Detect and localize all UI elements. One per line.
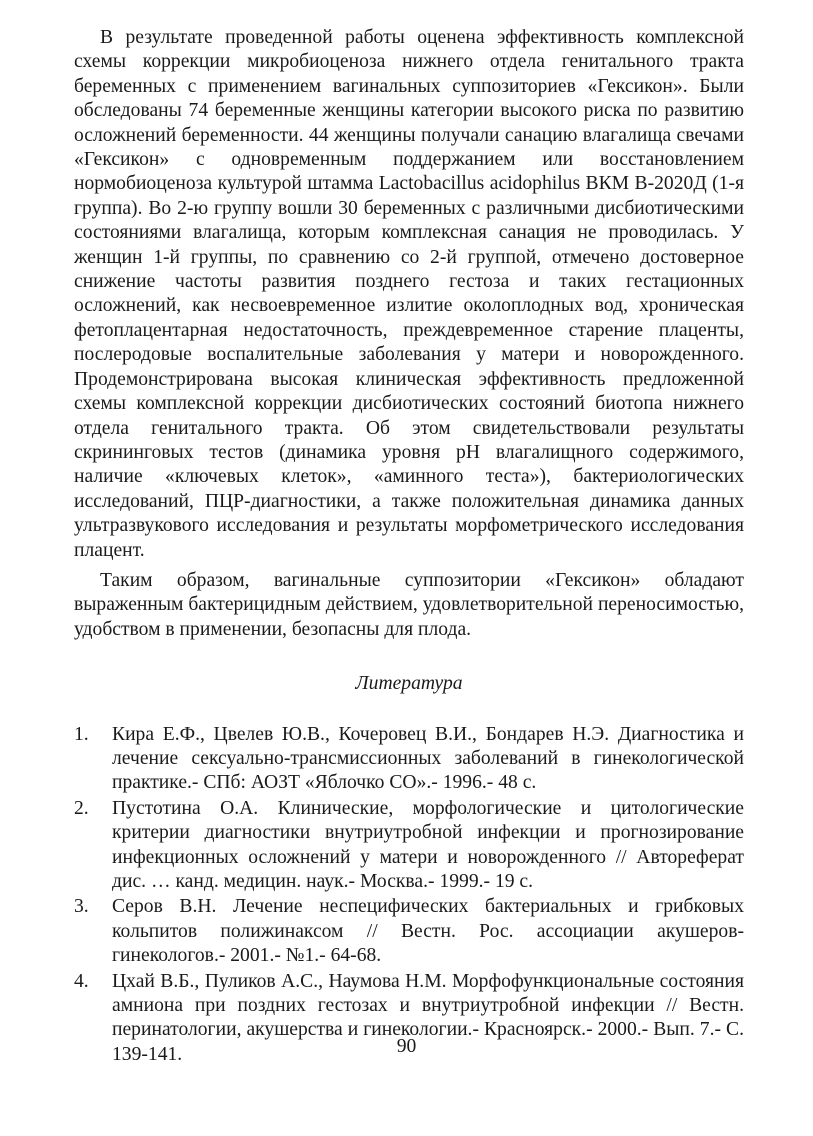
page (74, 26, 744, 1068)
reference-item (74, 723, 744, 796)
page-number: 90 (396, 1036, 417, 1057)
reference-text: Пустотина О.А. Клинические, морфологические и цитологические критерии диагностики внутриутробной инфекции и прогнозирование инфекционных осложнений у матери и новорожденного // Автореферат дис. … канд. медицин. наук.- Москва.- 1999.- 19 с. (112, 797, 744, 892)
reference-number: 3. (74, 896, 89, 918)
reference-item (74, 895, 744, 968)
reference-item (74, 797, 744, 895)
reference-number: 1. (74, 723, 89, 745)
reference-text: Кира Е.Ф., Цвелев Ю.В., Кочеровец В.И., Бондарев Н.Э. Диагностика и лечение сексуально-трансмиссионных заболеваний в гинекологической практике.- СПб: АОЗТ «Яблочко СО».- 1996.- 48 с. (112, 723, 744, 794)
reference-number: 4. (74, 970, 89, 992)
paragraph-conclusion: Таким образом, вагинальные суппозитории «Гексикон» обладают выраженным бактерицидным действием, удовлетворительной переносимостью, удобством в применении, безопасны для плода. (74, 569, 744, 640)
reference-text: Цхай В.Б., Пуликов А.С., Наумова Н.М. Морфофункциональные состояния амниона при поздних гестозах и внутриутробной инфекции // Вестн. перинатологии, акушерства и гинекологии.- Красноярск.- 2000.- Вып. 7.- С. 139-141. (112, 970, 744, 1065)
reference-text: Серов В.Н. Лечение неспецифических бактериальных и грибковых кольпитов полижинаксом // Вестн. Рос. ассоциации акушеров-гинекологов.- 2001.- №1.- 64-68. (112, 896, 744, 967)
body-text (74, 26, 744, 642)
references-heading: Литература (355, 673, 463, 695)
paragraph-results: В результате проведенной работы оценена эффективность комплексной схемы коррекции микробиоценоза нижнего отдела генитального тракта беременных с применением вагинальных суппозиториев «Гексикон». Были обследованы 74 беременные женщины категории высокого риска по развитию осложнений беременности. 44 женщины получали санацию влагалища свечами «Гексикон» с одновременным поддержанием или восстановлением нормобиоценоза культурой штамма Lactobacillus acidophilus ВКМ В-2020Д (1-я группа). Во 2-ю группу вошли 30 беременных с различными дисбиотическими состояниями влагалища, которым комплексная санация не проводилась. У женщин 1-й группы, по сравнению со 2-й группой, отмечено достоверное снижение частоты развития позднего гестоза и таких гестационных осложнений, как несвоевременное излитие околоплодных вод, хроническая фетоплацентарная недостаточность, преждевременное старение плаценты, послеродовые воспалительные заболевания у матери и новорожденного. Продемонстрирована высокая клиническая эффективность предложенной схемы комплексной коррекции дисбиотических состояний биотопа нижнего отдела генитального тракта. Об этом свидетельствовали результаты скрининговых тестов (динамика уровня рН влагалищного содержимого, наличие «ключевых клеток», «аминного теста»), бактериологических исследований, ПЦР-диагностики, а также положительная динамика данных ультразвукового исследования и результаты морфометрического исследования плацент. (74, 27, 744, 561)
reference-number: 2. (74, 797, 89, 819)
references-list (74, 723, 744, 1068)
